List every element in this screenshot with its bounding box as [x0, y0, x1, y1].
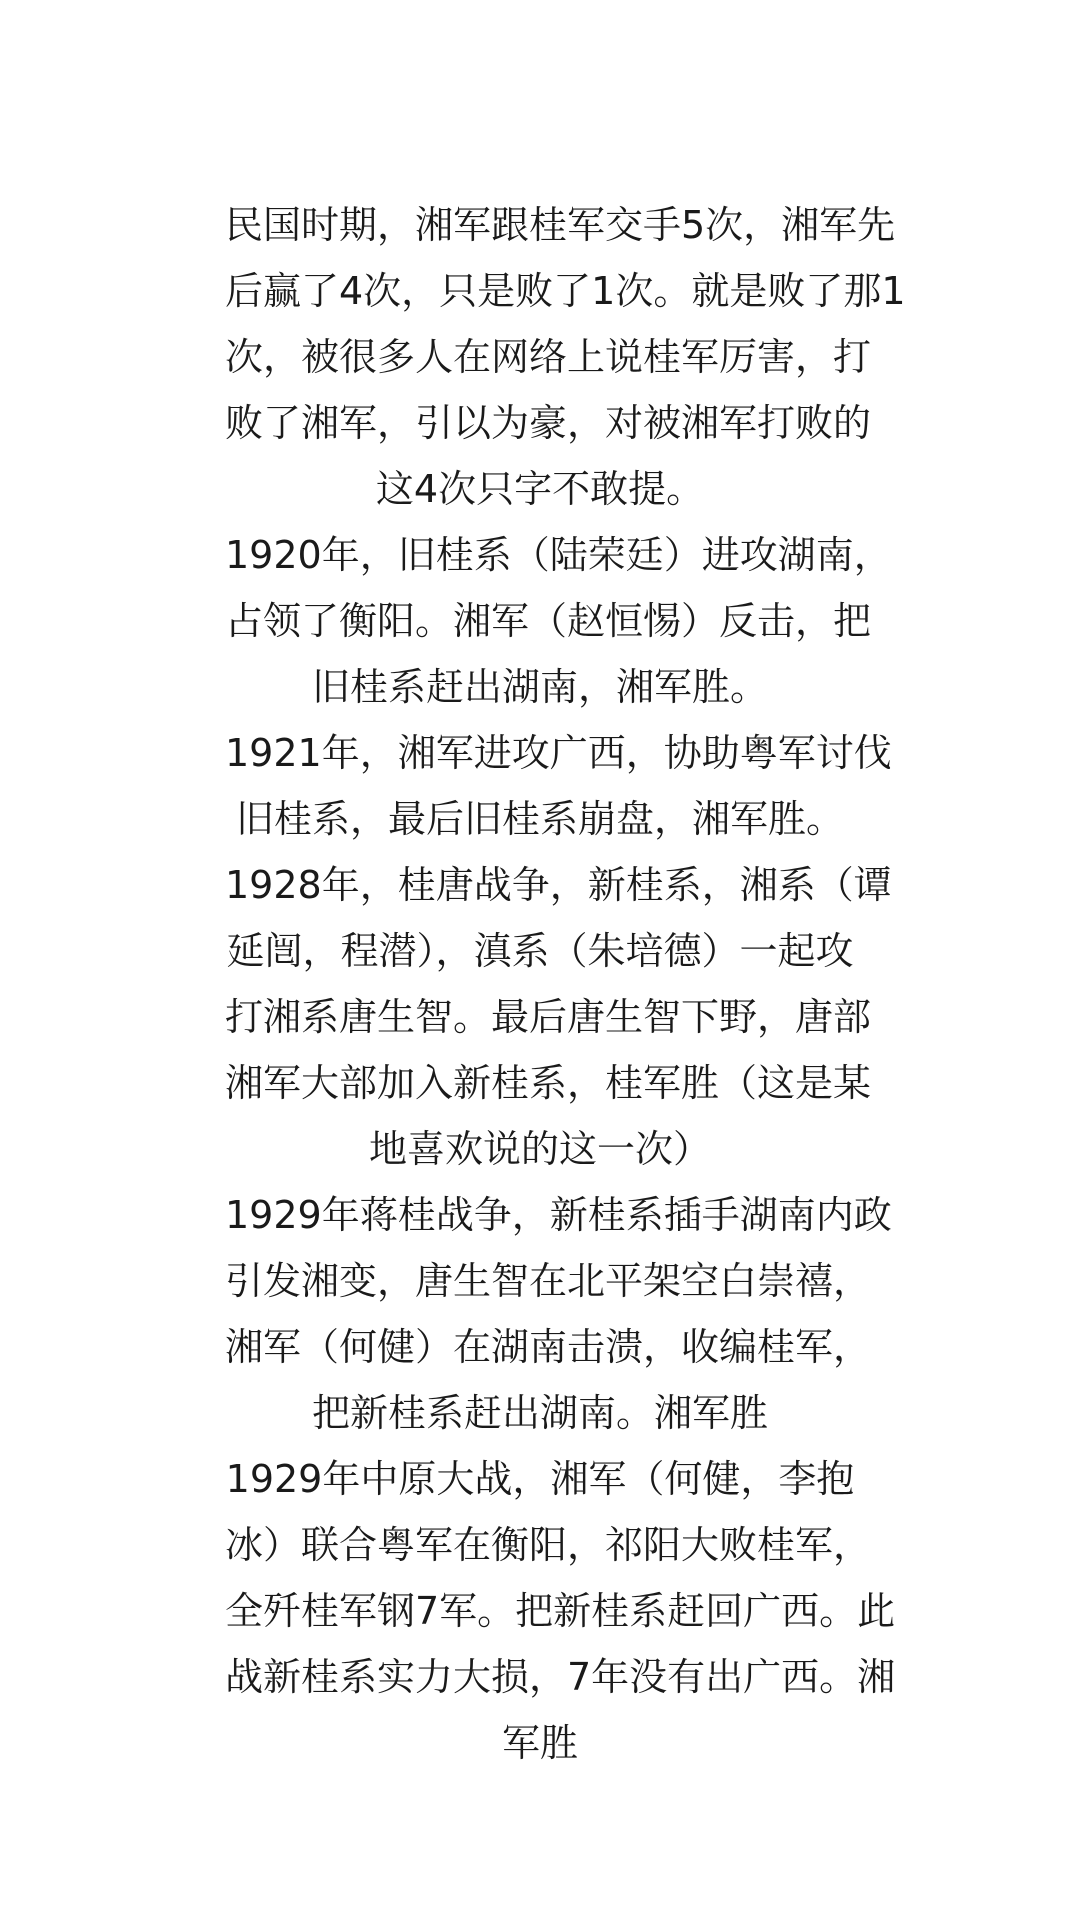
text-line: 地喜欢说的这一次） — [368, 1127, 711, 1171]
text-line: 战新桂系实力大损，7年没有出广西。湘 — [225, 1655, 896, 1699]
text-line: 旧桂系，最后旧桂系崩盘，湘军胜。 — [235, 797, 844, 841]
text-line: 1921年，湘军进攻广西，协助粤军讨伐 — [225, 731, 892, 775]
text-line: 1929年蒋桂战争，新桂系插手湖南内政 — [225, 1193, 892, 1237]
text-line: 湘军（何健）在湖南击溃，收编桂军， — [225, 1325, 872, 1369]
text-line: 旧桂系赶出湖南，湘军胜。 — [311, 665, 768, 709]
text-line: 打湘系唐生智。最后唐生智下野，唐部 — [225, 995, 872, 1039]
text-line: 1920年，旧桂系（陆荣廷）进攻湖南， — [225, 533, 892, 577]
text-line: 全歼桂军钢7军。把新桂系赶回广西。此 — [225, 1589, 896, 1633]
text-line: 冰）联合粤军在衡阳，祁阳大败桂军， — [225, 1523, 872, 1567]
text-line: 次，被很多人在网络上说桂军厉害，打 — [225, 335, 872, 379]
text-line: 1928年，桂唐战争，新桂系，湘系（谭 — [225, 863, 892, 907]
text-line: 引发湘变，唐生智在北平架空白崇禧， — [225, 1259, 872, 1303]
text-line: 后赢了4次，只是败了1次。就是败了那1 — [225, 269, 906, 313]
text-line: 1929年中原大战，湘军（何健，李抱 — [225, 1457, 855, 1501]
text-line: 军胜 — [501, 1721, 578, 1765]
article-body — [225, 192, 906, 1776]
text-line: 这4次只字不敢提。 — [375, 467, 705, 511]
text-line: 败了湘军，引以为豪，对被湘军打败的 — [225, 401, 872, 445]
text-line: 民国时期，湘军跟桂军交手5次，湘军先 — [225, 203, 896, 247]
text-line: 把新桂系赶出湖南。湘军胜 — [311, 1391, 768, 1435]
text-line: 占领了衡阳。湘军（赵恒惕）反击，把 — [225, 599, 872, 643]
text-line: 湘军大部加入新桂系，桂军胜（这是某 — [225, 1061, 872, 1105]
text-line: 延闿，程潜），滇系（朱培德）一起攻 — [226, 929, 854, 973]
